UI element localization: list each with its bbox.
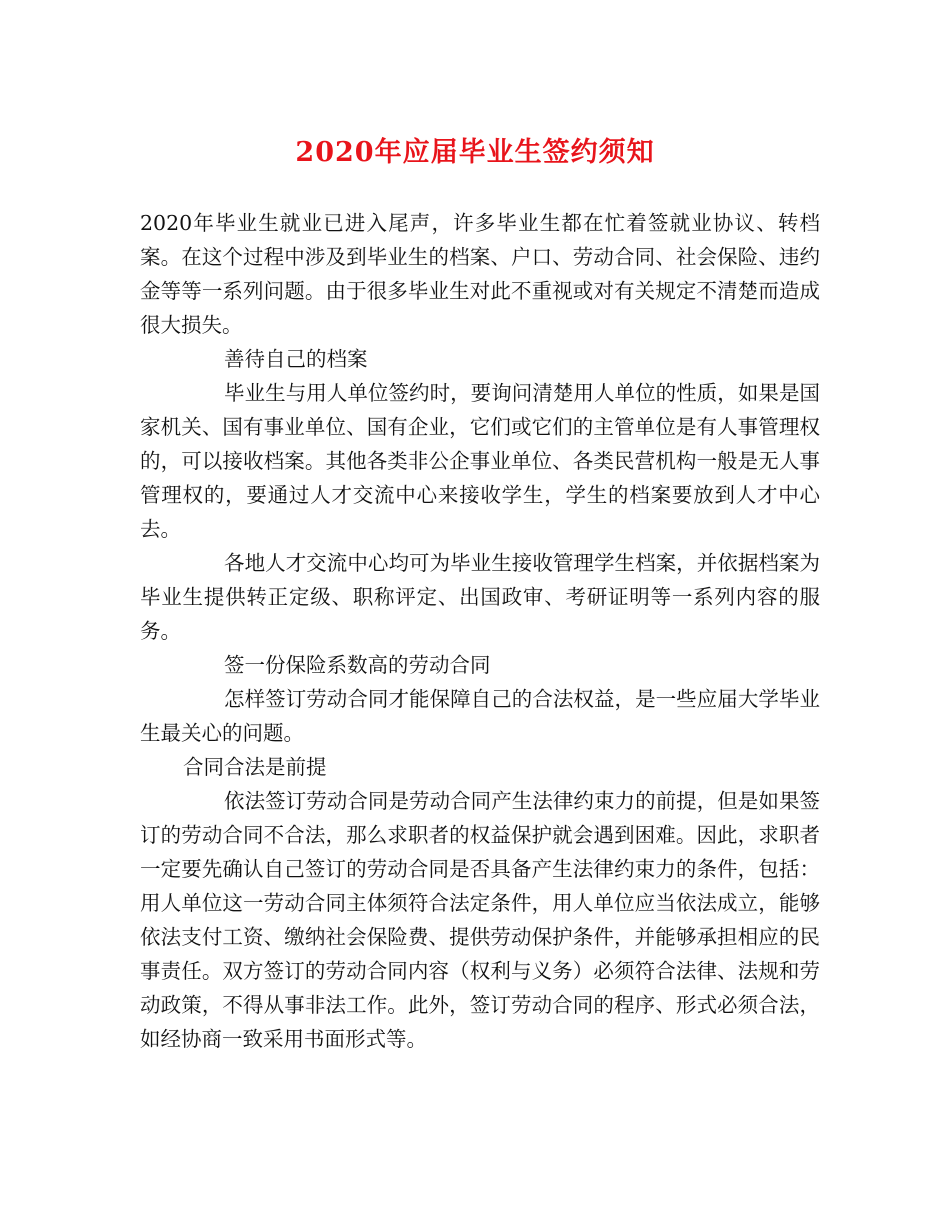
page-title: 2020年应届毕业生签约须知 [295, 137, 655, 168]
paragraph-archive-2: 各地人才交流中心均可为毕业生接收管理学生档案，并依据档案为毕业生提供转正定级、职称评定、出国政审、考研证明等一系列内容的服务。 [140, 551, 820, 643]
section-heading-contract: 签一份保险系数高的劳动合同 [224, 653, 491, 677]
paragraph-contract-1: 怎样签订劳动合同才能保障自己的合法权益，是一些应届大学毕业生最关心的问题。 [140, 687, 820, 745]
paragraph-archive-1: 毕业生与用人单位签约时，要询问清楚用人单位的性质，如果是国家机关、国有事业单位、国有企业，它们或它们的主管单位是有人事管理权的，可以接收档案。其他各类非公企事业单位、各类民营机构一般是无人事管理权的，要通过人才交流中心来接收学生，学生的档案要放到人才中心去。 [140, 381, 820, 541]
paragraph-legal-1: 依法签订劳动合同是劳动合同产生法律约束力的前提，但是如果签订的劳动合同不合法，那么求职者的权益保护就会遇到困难。因此，求职者一定要先确认自己签订的劳动合同是否具备产生法律约束力的条件，包括：用人单位这一劳动合同主体须符合法定条件，用人单位应当依法成立，能够依法支付工资、缴纳社会保险费、提供劳动保护条件，并能够承担相应的民事责任。双方签订的劳动合同内容（权利与义务）必须符合法律、法规和劳动政策，不得从事非法工作。此外，签订劳动合同的程序、形式必须合法，如经协商一致采用书面形式等。 [140, 789, 820, 1051]
document-body [140, 206, 820, 1056]
intro-paragraph: 2020年毕业生就业已进入尾声，许多毕业生都在忙着签就业协议、转档案。在这个过程中涉及到毕业生的档案、户口、劳动合同、社会保险、违约金等等一系列问题。由于很多毕业生对此不重视或对有关规定不清楚而造成很大损失。 [140, 211, 820, 337]
section-heading-legal: 合同合法是前提 [183, 755, 327, 779]
section-heading-archive: 善待自己的档案 [224, 347, 368, 371]
